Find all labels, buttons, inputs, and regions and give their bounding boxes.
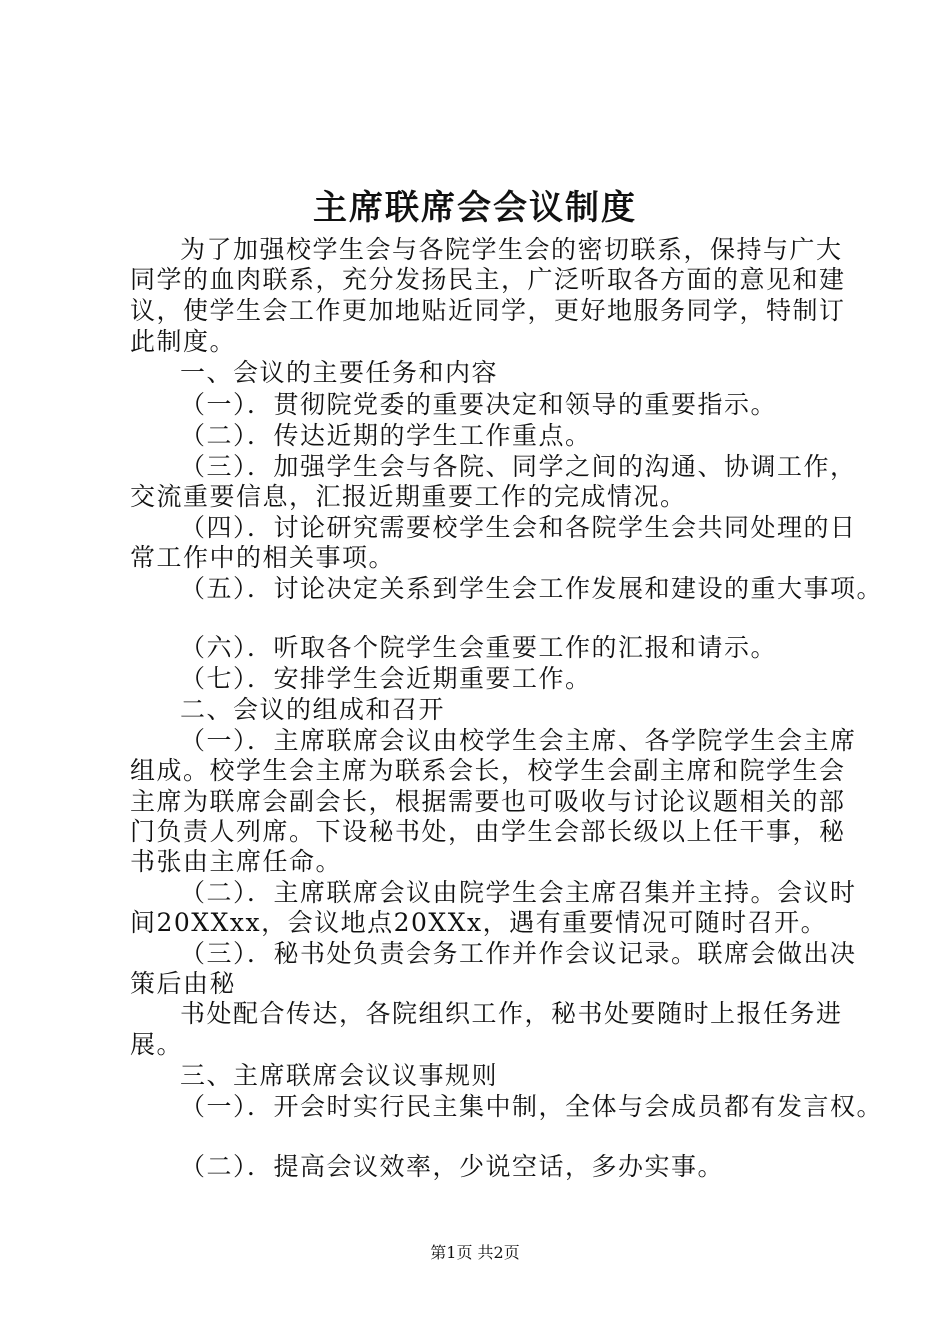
section-heading: 一、会议的主要任务和内容 xyxy=(180,358,499,387)
list-item: （一）．贯彻院党委的重要决定和领导的重要指示。 xyxy=(180,390,778,419)
list-item: （一）．开会时实行民主集中制，全体与会成员都有发言权。 xyxy=(180,1092,884,1121)
list-item-continuation: 门负责人列席。下设秘书处，由学生会部长级以上任干事，秘 xyxy=(130,817,846,846)
paragraph-line: 同学的血肉联系，充分发扬民主，广泛听取各方面的意见和建 xyxy=(130,265,846,294)
list-item-continuation: 常工作中的相关事项。 xyxy=(130,543,396,572)
list-item: （七）．安排学生会近期重要工作。 xyxy=(180,664,592,693)
section-heading: 二、会议的组成和召开 xyxy=(180,695,446,724)
list-item: （三）．秘书处负责会务工作并作会议记录。联席会做出决 xyxy=(180,939,857,968)
list-item: （四）．讨论研究需要校学生会和各院学生会共同处理的日 xyxy=(180,513,857,542)
list-item: （三）．加强学生会与各院、同学之间的沟通、协调工作， xyxy=(180,452,857,481)
paragraph-line: 为了加强校学生会与各院学生会的密切联系，保持与广大 xyxy=(180,235,843,264)
list-item-continuation: 书处配合传达，各院组织工作，秘书处要随时上报任务进 xyxy=(180,999,843,1028)
document-title: 主席联席会会议制度 xyxy=(313,188,637,228)
paragraph-line: 议，使学生会工作更加地贴近同学，更好地服务同学，特制订 xyxy=(130,296,846,325)
list-item-continuation: 主席为联席会副会长，根据需要也可吸收与讨论议题相关的部 xyxy=(130,787,846,816)
section-heading: 三、主席联席会议议事规则 xyxy=(180,1061,499,1090)
page-footer: 第1页 共2页 xyxy=(430,1243,520,1262)
list-item-continuation: 交流重要信息，汇报近期重要工作的完成情况。 xyxy=(130,482,687,511)
list-item: （一）．主席联席会议由校学生会主席、各学院学生会主席 xyxy=(180,726,857,755)
list-item: （二）．主席联席会议由院学生会主席召集并主持。会议时 xyxy=(180,878,857,907)
list-item: （六）．听取各个院学生会重要工作的汇报和请示。 xyxy=(180,633,778,662)
list-item-continuation: 展。 xyxy=(130,1030,184,1059)
list-item: （二）．传达近期的学生工作重点。 xyxy=(180,421,592,450)
list-item: （二）．提高会议效率，少说空话，多办实事。 xyxy=(180,1152,725,1181)
list-item-continuation: 间20XXxx，会议地点20XXx，遇有重要情况可随时召开。 xyxy=(130,908,828,937)
list-item-continuation: 策后由秘 xyxy=(130,969,237,998)
list-item: （五）．讨论决定关系到学生会工作发展和建设的重大事项。 xyxy=(180,574,884,603)
paragraph-line: 此制度。 xyxy=(130,327,237,356)
list-item-continuation: 组成。校学生会主席为联系会长，校学生会副主席和院学生会 xyxy=(130,756,846,785)
list-item-continuation: 书张由主席任命。 xyxy=(130,847,343,876)
